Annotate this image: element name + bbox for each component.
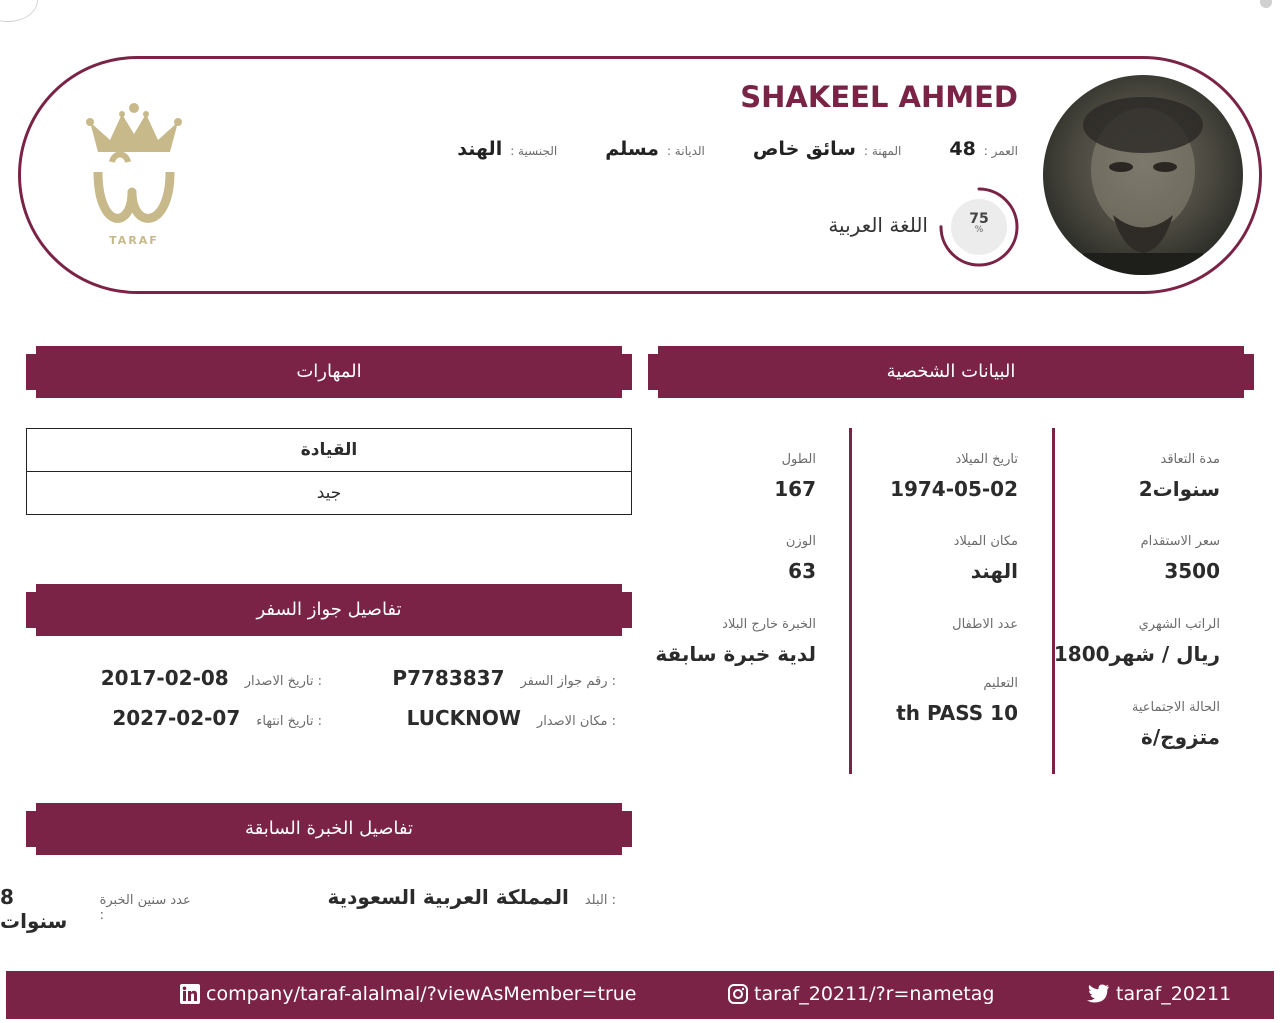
experience-years-value: 8 سنوات bbox=[0, 885, 68, 933]
passport-number-label: رقم جواز السفر : bbox=[520, 674, 616, 689]
age-field bbox=[949, 138, 1018, 160]
instagram-handle: taraf_20211/?r=nametag bbox=[754, 983, 995, 1005]
taraf-logo bbox=[82, 100, 186, 248]
language-label: اللغة العربية bbox=[828, 213, 928, 237]
section-title-personal: البيانات الشخصية bbox=[886, 361, 1016, 382]
skills-table bbox=[26, 428, 632, 515]
contract-field bbox=[1139, 452, 1220, 501]
age-label: العمر : bbox=[983, 144, 1018, 158]
column-divider bbox=[1052, 428, 1055, 774]
twitter-icon bbox=[1086, 984, 1110, 1004]
instagram-link[interactable] bbox=[728, 983, 994, 1005]
pob-label: مكان الميلاد bbox=[953, 534, 1018, 549]
footer-bar bbox=[6, 971, 1274, 1019]
salary-value: 1800ريال / شهر bbox=[1053, 642, 1220, 666]
linkedin-url: company/taraf-alalmal/?viewAsMember=true bbox=[206, 983, 637, 1005]
price-field bbox=[1141, 534, 1220, 583]
passport-issue-place-value: LUCKNOW bbox=[406, 706, 521, 730]
profession-value: سائق خاص bbox=[752, 138, 856, 160]
section-header-experience bbox=[26, 803, 632, 855]
linkedin-icon bbox=[180, 984, 200, 1004]
experience-country-value: المملكة العربية السعودية bbox=[327, 885, 569, 909]
language-percent-value: 75 bbox=[969, 211, 989, 227]
nationality-field bbox=[457, 138, 557, 160]
price-value: 3500 bbox=[1164, 559, 1220, 583]
abroad-experience-label: الخبرة خارج البلاد bbox=[722, 617, 816, 632]
salary-label: الراتب الشهري bbox=[1138, 617, 1220, 632]
experience-years-field bbox=[0, 885, 194, 933]
instagram-icon bbox=[728, 984, 748, 1004]
passport-number-value: P7783837 bbox=[392, 666, 505, 690]
section-title-skills: المهارات bbox=[296, 361, 362, 382]
candidate-photo bbox=[1043, 75, 1243, 275]
dob-field bbox=[890, 452, 1018, 501]
children-label: عدد الاطفال bbox=[952, 617, 1018, 632]
dob-value: 1974-05-02 bbox=[890, 477, 1018, 501]
logo-wordmark: TARAF bbox=[109, 234, 159, 247]
section-header-passport bbox=[26, 584, 632, 636]
language-percent bbox=[958, 212, 1000, 235]
pob-value: الهند bbox=[970, 559, 1018, 583]
twitter-handle: taraf_20211 bbox=[1116, 983, 1232, 1005]
marital-field bbox=[1132, 700, 1220, 749]
abroad-experience-field bbox=[655, 617, 816, 666]
price-label: سعر الاستقدام bbox=[1140, 534, 1220, 549]
section-title-passport: تفاصيل جواز السفر bbox=[256, 599, 402, 620]
education-label: التعليم bbox=[983, 676, 1018, 691]
passport-issue-place-label: مكان الاصدار : bbox=[536, 714, 616, 729]
twitter-link[interactable] bbox=[1086, 983, 1231, 1005]
nationality-label: الجنسية : bbox=[510, 144, 558, 158]
education-value: th PASS 10 bbox=[896, 701, 1018, 725]
children-field bbox=[952, 617, 1018, 642]
dob-label: تاريخ الميلاد bbox=[955, 452, 1018, 467]
experience-country-field bbox=[327, 885, 616, 909]
height-label: الطول bbox=[781, 452, 816, 467]
weight-value: 63 bbox=[788, 559, 816, 583]
column-divider bbox=[849, 428, 852, 774]
passport-issue-date-label: تاريخ الاصدار : bbox=[244, 674, 322, 689]
candidate-summary-row bbox=[409, 138, 1018, 160]
height-value: 167 bbox=[774, 477, 816, 501]
scroll-indicator bbox=[1260, 0, 1272, 8]
pob-field bbox=[954, 534, 1018, 583]
age-value: 48 bbox=[949, 138, 976, 160]
marital-label: الحالة الاجتماعية bbox=[1131, 700, 1220, 715]
profession-field bbox=[753, 138, 901, 160]
skill-name: القيادة bbox=[27, 429, 631, 472]
passport-issue-date-value: 2017-02-08 bbox=[100, 666, 229, 690]
linkedin-link[interactable] bbox=[180, 983, 637, 1005]
contract-value: 2سنوات bbox=[1138, 477, 1220, 501]
section-header-skills bbox=[26, 346, 632, 398]
height-field bbox=[774, 452, 816, 501]
nationality-value: الهند bbox=[457, 138, 503, 160]
marital-value: متزوج/ة bbox=[1141, 725, 1220, 749]
abroad-experience-value: لدية خبرة سابقة bbox=[655, 642, 816, 666]
education-field bbox=[896, 676, 1018, 725]
religion-label: الديانة : bbox=[666, 144, 705, 158]
experience-country-label: البلد : bbox=[584, 893, 616, 908]
passport-issue-date-field bbox=[101, 666, 322, 690]
religion-value: مسلم bbox=[605, 138, 659, 160]
section-header-personal bbox=[648, 346, 1254, 398]
experience-years-label: عدد سنين الخبرة : bbox=[99, 893, 191, 923]
weight-field bbox=[786, 534, 816, 583]
candidate-name: SHAKEEL AHMED bbox=[740, 80, 1018, 114]
passport-expiry-field bbox=[112, 706, 322, 730]
profession-label: المهنة : bbox=[863, 144, 902, 158]
religion-field bbox=[605, 138, 705, 160]
contract-label: مدة التعاقد bbox=[1160, 452, 1220, 467]
passport-expiry-value: 2027-02-07 bbox=[112, 706, 241, 730]
passport-issue-place-field bbox=[407, 706, 616, 730]
passport-number-field bbox=[392, 666, 616, 690]
skill-level: جيد bbox=[316, 483, 342, 503]
weight-label: الوزن bbox=[785, 534, 816, 549]
language-percent-sign: % bbox=[974, 225, 984, 235]
passport-expiry-label: تاريخ انتهاء : bbox=[256, 714, 322, 729]
corner-decoration bbox=[0, 0, 38, 22]
salary-field bbox=[1054, 617, 1220, 666]
section-title-experience: تفاصيل الخبرة السابقة bbox=[244, 818, 414, 839]
